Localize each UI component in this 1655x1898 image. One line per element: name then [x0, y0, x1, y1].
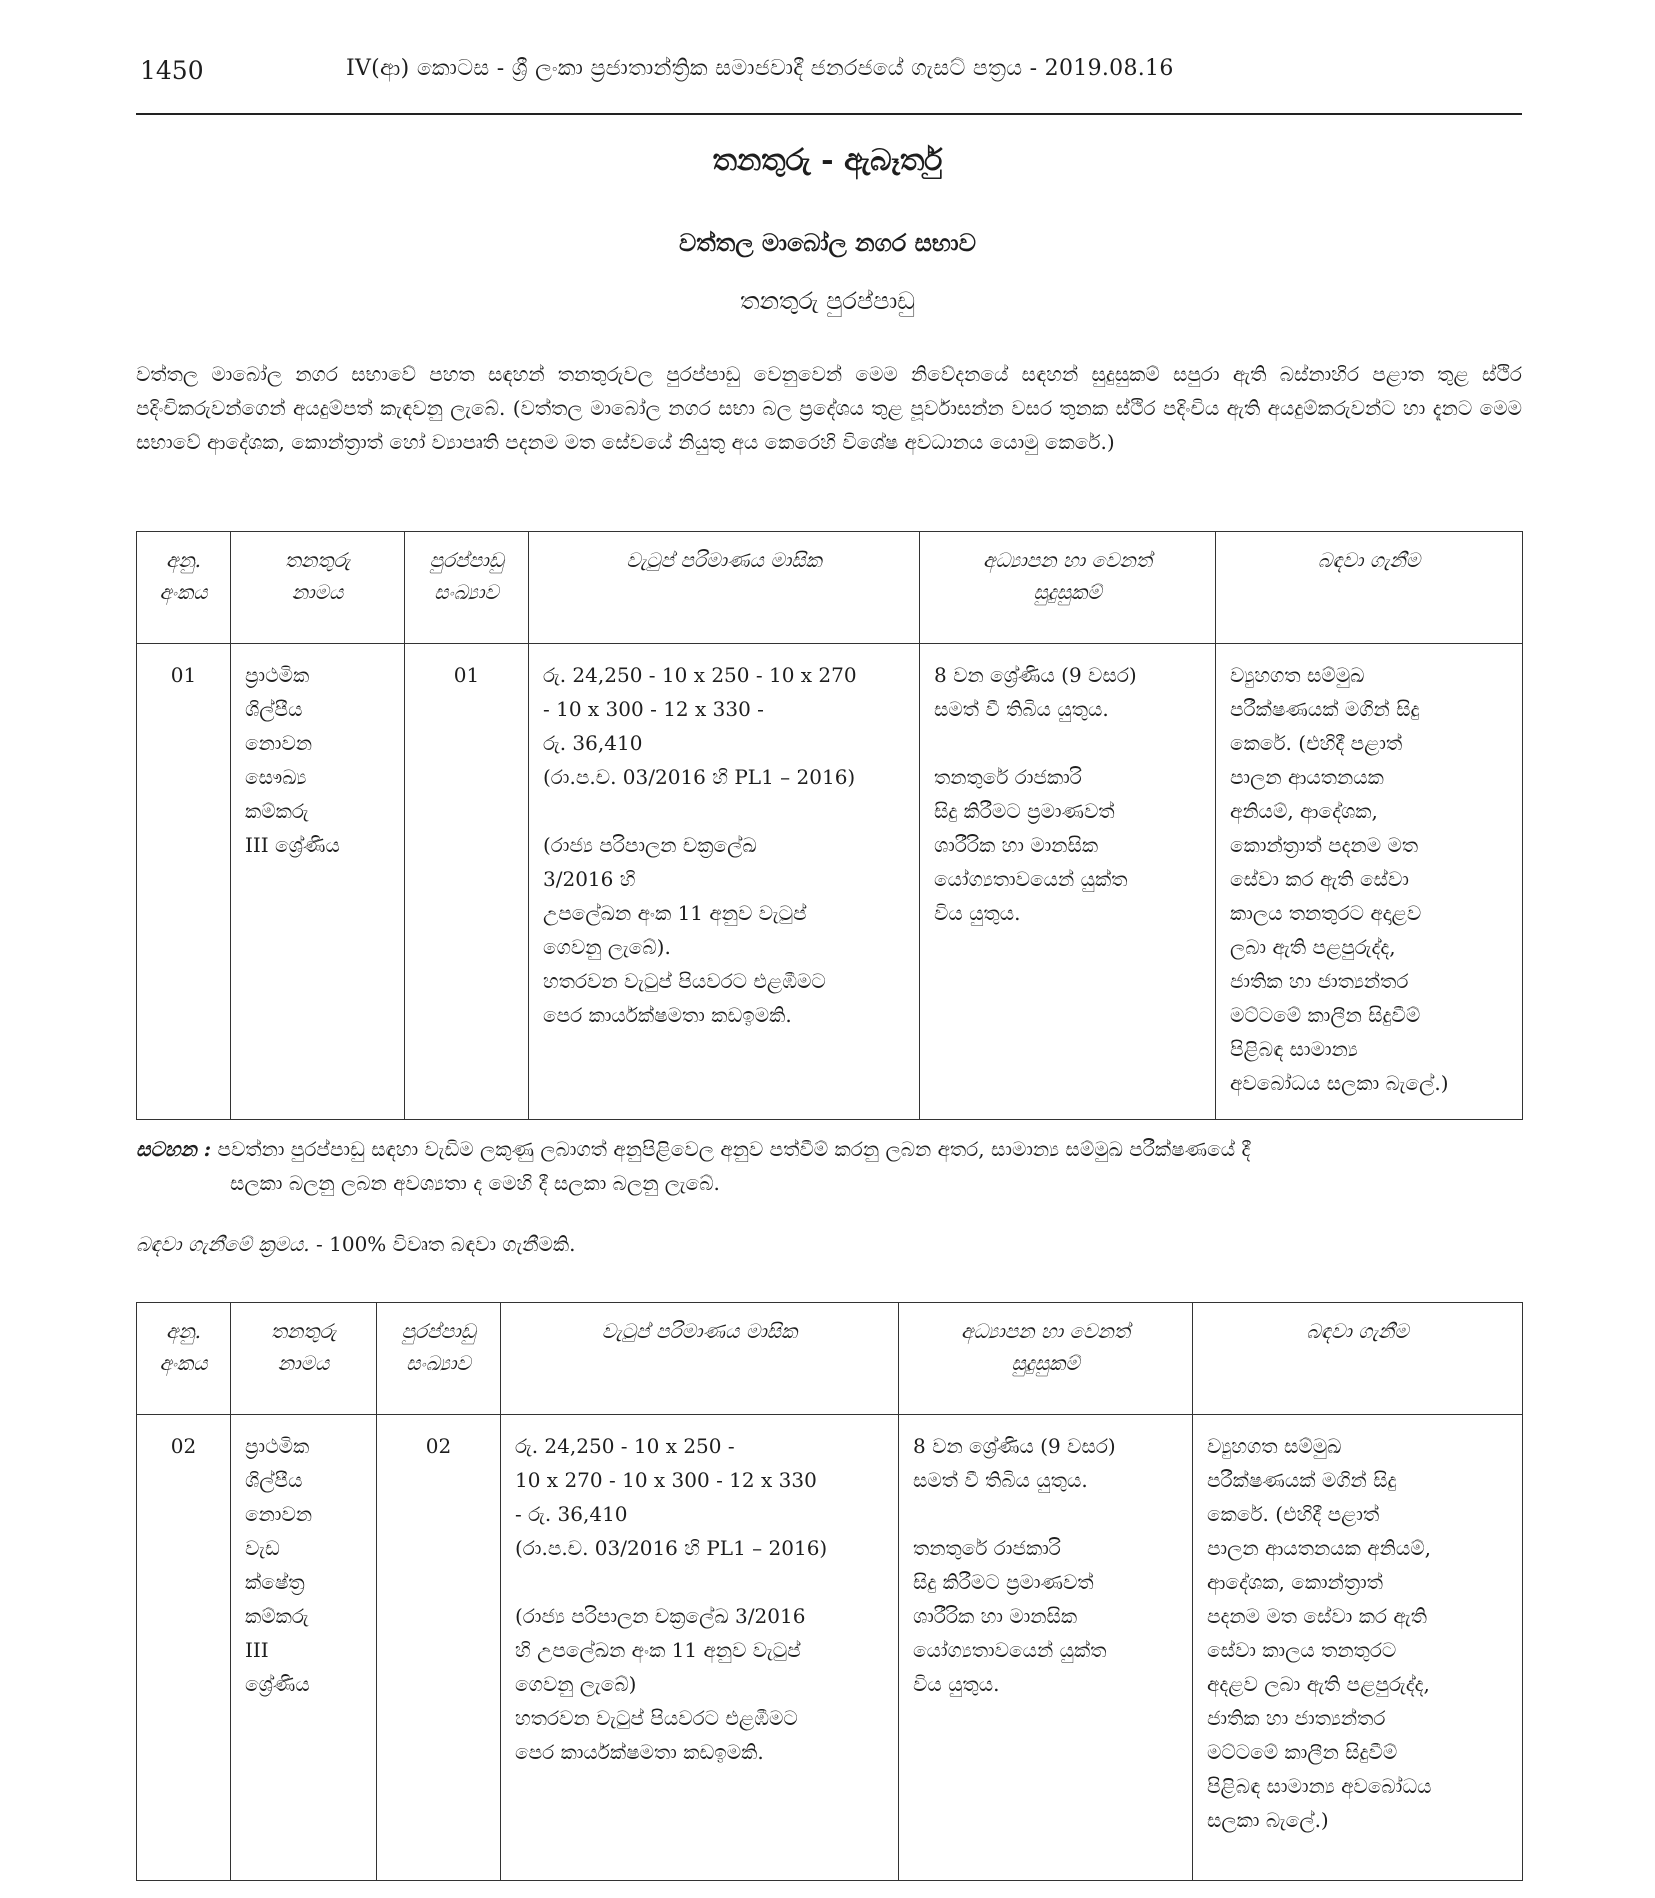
- cell-salary: රු. 24,250 - 10 x 250 - 10 x 270 - 10 x 300 - 12 x 330 - රු. 36,410 (රා.ප.ච. 03/2016 හි PL1 – 2016) (රාජ්‍ය පරිපාලන චක්‍රලේඛ 3/2016 හි උපලේඛන අංක 11 අනුව වැටුප් ගෙවනු ලැබේ) හතරවන වැටුප් පියවරට එළඹීමට පෙර කාර්යක්ෂමතා කඩඉමකි.: [501, 1415, 899, 1881]
- note-text-line1: පවත්නා පුරප්පාඩු සඳහා වැඩිම ලකුණු ලබාගත් අනුපිළිවෙල අනුව පත්වීම් කරනු ලබන අතර, සාමාන්‍ය සම්මුඛ පරීක්ෂණයේ දී: [217, 1137, 1251, 1161]
- cell-post: ප්‍රාථමික ශිල්පීය නොවන වැඩ ක්ෂේත්‍ර කම්කරු III ශ්‍රේණිය: [231, 1415, 377, 1881]
- cell-qualifications: 8 වන ශ්‍රේණිය (9 වසර) සමත් වී තිබිය යුතුය. තනතුරේ රාජකාරි සිදු කිරීමට ප්‍රමාණවත් ශාරීරික හා මානසික යෝග්‍යතාවයෙන් යුක්ත විය යුතුය.: [899, 1415, 1193, 1881]
- cell-vacancies: 02: [377, 1415, 501, 1881]
- col-header-salary: වැටුප් පරිමාණය මාසික: [529, 532, 920, 644]
- intro-paragraph: වත්තල මාබෝල නගර සභාවේ පහත සඳහන් තනතුරුවල පුරප්පාඩු වෙනුවෙන් මෙම නිවේදනයේ සඳහන් සුදුසුකම් සපුරා ඇති බස්නාහිර පළාත තුළ ස්ථිර පදිංචිකරුවන්ගෙන් අයදුම්පත් කැඳවනු ලැබේ. (වත්තල මාබෝල නගර සභා බල ප්‍රදේශය තුළ පූර්වාසන්න වසර තුනක ස්ථිර පදිංචිය ඇති අයදුම්කරුවන්ට හා දැනට මෙම සභාවේ ආදේශක, කොන්ත්‍රාත් හෝ ව්‍යාපෘති පදනම මත සේවයේ නියුතු අය කෙරෙහි විශේෂ අවධානය යොමු කෙරේ.): [136, 362, 1522, 454]
- col-header-salary: වැටුප් පරිමාණය මාසික: [501, 1303, 899, 1415]
- recruitment-method: [136, 1232, 576, 1256]
- page-number: 1450: [140, 56, 204, 85]
- header-rule: [136, 113, 1522, 115]
- cell-qualifications: 8 වන ශ්‍රේණිය (9 වසර) සමත් වී තිබිය යුතුය. තනතුරේ රාජකාරි සිදු කිරීමට ප්‍රමාණවත් ශාරීරික හා මානසික යෝග්‍යතාවයෙන් යුක්ත විය යුතුය.: [920, 644, 1216, 1120]
- col-header-no: අනු. අංකය: [137, 532, 231, 644]
- table-header-row: [137, 532, 1523, 644]
- col-header-recruitment: බඳවා ගැනීම: [1193, 1303, 1523, 1415]
- note-label: සටහන :: [136, 1137, 212, 1161]
- gazette-header-title: IV(ආ) කොටස - ශ්‍රී ලංකා ප්‍රජාතාන්ත්‍රික සමාජවාදී ජනරජයේ ගැසට් පත්‍රය - 2019.08.16: [346, 56, 1174, 81]
- col-header-post: තනතුරු නාමය: [231, 1303, 377, 1415]
- col-header-recruitment: බඳවා ගැනීම: [1216, 532, 1523, 644]
- cell-salary: රු. 24,250 - 10 x 250 - 10 x 270 - 10 x 300 - 12 x 330 - රු. 36,410 (රා.ප.ච. 03/2016 හි PL1 – 2016) (රාජ්‍ය පරිපාලන චක්‍රලේඛ 3/2016 හි උපලේඛන අංක 11 අනුව වැටුප් ගෙවනු ලැබේ). හතරවන වැටුප් පියවරට එළඹීමට පෙර කාර්යක්ෂමතා කඩඉමකි.: [529, 644, 920, 1120]
- cell-vacancies: 01: [405, 644, 529, 1120]
- table-row: [137, 1415, 1523, 1881]
- col-header-vacancies: පුරප්පාඩු සංඛ්‍යාව: [405, 532, 529, 644]
- cell-no: 01: [137, 644, 231, 1120]
- council-name: වත්තල මාබෝල නගර සභාව: [679, 228, 976, 257]
- cell-post: ප්‍රාථමික ශිල්පීය නොවන සෞඛ්‍ය කම්කරු III ශ්‍රේණිය: [231, 644, 405, 1120]
- note-block: [136, 1132, 1522, 1200]
- cell-recruitment: ව්‍යුහගත සම්මුඛ පරීක්ෂණයක් මගින් සිදු කෙරේ. (එහිදී පළාත් පාලන ආයතනයක අනියම්, ආදේශක, කොන්ත්‍රාත් පදනම මත සේවා කර ඇති සේවා කාලය තනතුරට අදාළව ලබා ඇති පළපුරුද්ද, ජාතික හා ජාත්‍යන්තර මට්ටමේ කාලීන සිදුවීම් පිළිබඳ සාමාන්‍ය අවබෝධය සලකා බැලේ.): [1216, 644, 1523, 1120]
- main-title: තනතුරු - ඇබෑර්තු: [712, 143, 943, 178]
- vacancy-table-2: [136, 1302, 1523, 1881]
- col-header-no: අනු. අංකය: [137, 1303, 231, 1415]
- col-header-qualifications: අධ්‍යාපන හා වෙනත් සුදුසුකම්: [920, 532, 1216, 644]
- col-header-vacancies: පුරප්පාඩු සංඛ්‍යාව: [377, 1303, 501, 1415]
- col-header-qualifications: අධ්‍යාපන හා වෙනත් සුදුසුකම්: [899, 1303, 1193, 1415]
- table-row: [137, 644, 1523, 1120]
- section-title: තනතුරු පුරප්පාඩු: [739, 287, 916, 315]
- method-value: - 100% විවෘත බඳවා ගැනීමකි.: [309, 1232, 576, 1256]
- col-header-post: තනතුරු නාමය: [231, 532, 405, 644]
- method-label: බඳවා ගැනීමේ ක්‍රමය.: [136, 1232, 310, 1256]
- vacancy-table-1: [136, 531, 1523, 1120]
- table-header-row: [137, 1303, 1523, 1415]
- cell-no: 02: [137, 1415, 231, 1881]
- note-text-line2: සලකා බලනු ලබන අවශ්‍යතා ද මෙහි දී සලකා බලනු ලැබේ.: [230, 1171, 720, 1195]
- cell-recruitment: ව්‍යුහගත සම්මුඛ පරීක්ෂණයක් මගින් සිදු කෙරේ. (එහිදී පළාත් පාලන ආයතනයක අනියම්, ආදේශක, කොන්ත්‍රාත් පදනම මත සේවා කර ඇති සේවා කාලය තනතුරට අදළව ලබා ඇති පළපුරුද්ද, ජාතික හා ජාත්‍යන්තර මට්ටමේ කාලීන සිදුවීම් පිළිබඳ සාමාන්‍ය අවබෝධය සලකා බැලේ.): [1193, 1415, 1523, 1881]
